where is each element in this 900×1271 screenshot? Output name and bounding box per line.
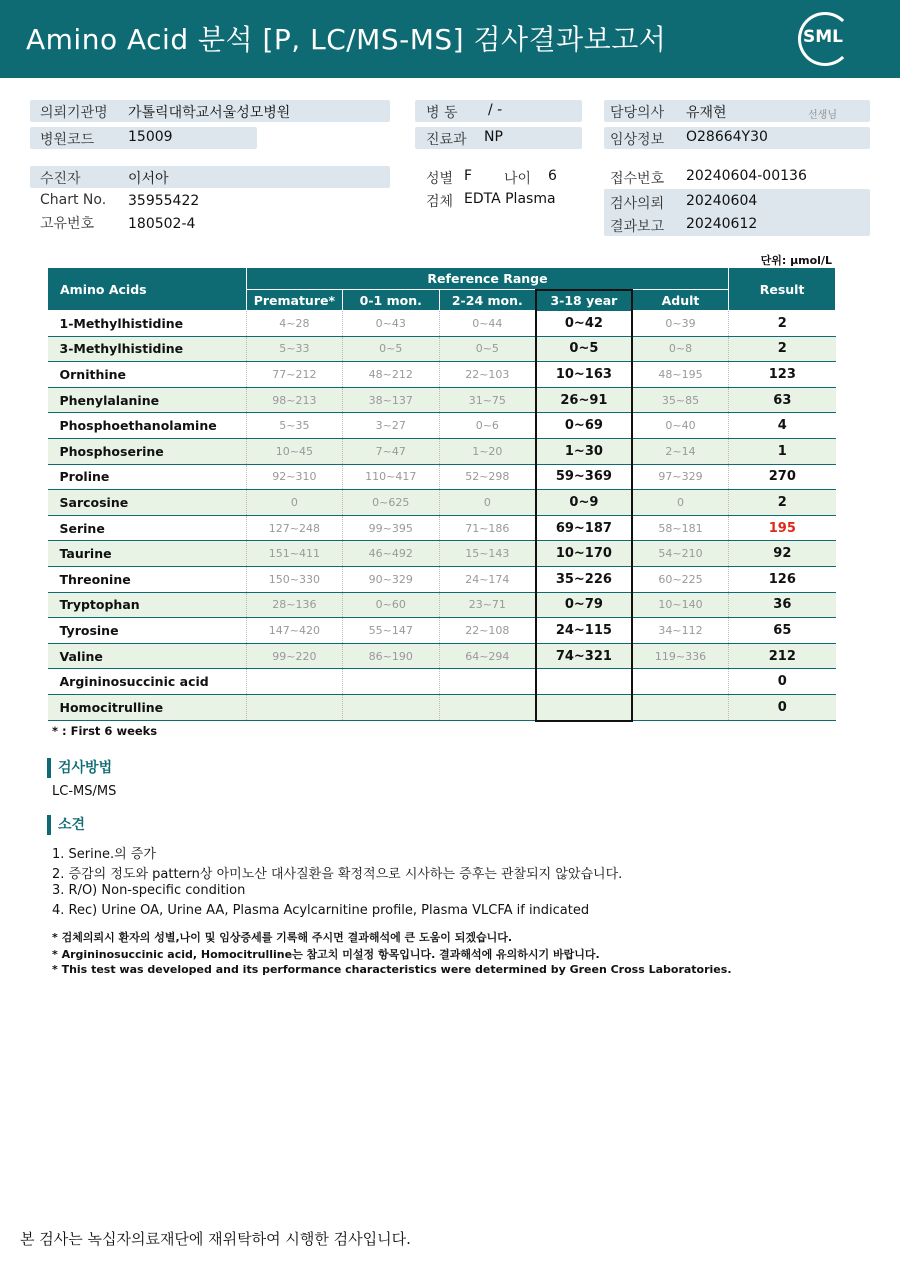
department-value: NP: [484, 129, 503, 145]
reference-range-cell: 54~210: [632, 541, 729, 567]
reference-range-cell: 0~39: [632, 311, 729, 337]
reference-range-cell: 23~71: [439, 592, 536, 618]
reference-range-cell: 97~329: [632, 464, 729, 490]
table-row: [48, 311, 836, 337]
result-cell: 92: [729, 541, 836, 567]
reference-range-cell: 60~225: [632, 566, 729, 592]
reference-range-cell: 3~27: [342, 413, 439, 439]
amino-acid-name: Phosphoethanolamine: [48, 413, 247, 439]
table-footnote: * : First 6 weeks: [52, 724, 158, 738]
table-row: [48, 413, 836, 439]
reference-range-cell: 0~40: [632, 413, 729, 439]
amino-acid-name: Taurine: [48, 541, 247, 567]
patient-value: 이서아: [128, 171, 169, 187]
unique-id-label: 고유번호: [40, 216, 95, 232]
col-3-18-year: 3-18 year: [536, 290, 632, 311]
table-row: [48, 618, 836, 644]
reference-range-cell: 5~35: [246, 413, 342, 439]
department-label: 진료과: [426, 132, 467, 148]
reference-range-cell: 0~5: [439, 336, 536, 362]
reference-range-cell: [439, 669, 536, 695]
reference-range-cell: [439, 694, 536, 720]
reference-range-cell: [342, 694, 439, 720]
reference-range-cell: 71~186: [439, 515, 536, 541]
reference-range-cell: 0: [632, 490, 729, 516]
reference-range-cell: 151~411: [246, 541, 342, 567]
amino-acid-name: Proline: [48, 464, 247, 490]
note-line: * Argininosuccinic acid, Homocitrulline는 참고치 미설정 항목입니다. 결과해석에 유의하시기 바랍니다.: [52, 948, 600, 961]
col-adult: Adult: [632, 290, 729, 311]
reference-range-cell: [246, 694, 342, 720]
sex-label: 성별: [426, 171, 454, 187]
col-premature: Premature*: [246, 290, 342, 311]
reference-range-cell: 98~213: [246, 387, 342, 413]
report-date-label: 결과보고: [610, 219, 665, 235]
finding-line: 4. Rec) Urine OA, Urine AA, Plasma Acylcarnitine profile, Plasma VLCFA if indicated: [52, 903, 590, 918]
age-value: 6: [548, 168, 557, 184]
amino-acid-table: [47, 267, 836, 722]
findings-title: 소견: [47, 815, 85, 835]
reference-range-cell: 0~43: [342, 311, 439, 337]
table-row: [48, 541, 836, 567]
reference-range-cell: 90~329: [342, 566, 439, 592]
reference-range-cell: 0~6: [439, 413, 536, 439]
table-row: [48, 438, 836, 464]
reference-range-cell: 1~20: [439, 438, 536, 464]
note-line: * 검체의뢰시 환자의 성별,나이 및 임상증세를 기록해 주시면 결과해석에 큰 도움이 되겠습니다.: [52, 931, 513, 944]
table-row: [48, 336, 836, 362]
result-cell: 0: [729, 669, 836, 695]
reference-range-cell: 59~369: [536, 464, 632, 490]
reference-range-cell: 15~143: [439, 541, 536, 567]
reference-range-cell: 48~195: [632, 362, 729, 388]
table-row: [48, 694, 836, 720]
result-cell: 4: [729, 413, 836, 439]
reference-range-cell: 7~47: [342, 438, 439, 464]
reference-range-cell: 86~190: [342, 643, 439, 669]
sex-value: F: [464, 168, 473, 184]
method-title: 검사방법: [47, 758, 112, 778]
doctor-value: 유재현: [686, 105, 727, 121]
result-cell: 123: [729, 362, 836, 388]
reference-range-cell: 74~321: [536, 643, 632, 669]
reference-range-cell: 5~33: [246, 336, 342, 362]
request-date-value: 20240604: [686, 193, 758, 209]
result-cell: 63: [729, 387, 836, 413]
report-header: [0, 0, 900, 78]
reference-range-cell: 0~42: [536, 311, 632, 337]
result-cell: 2: [729, 336, 836, 362]
reference-range-cell: 77~212: [246, 362, 342, 388]
reference-range-cell: 26~91: [536, 387, 632, 413]
reference-range-cell: 55~147: [342, 618, 439, 644]
reference-range-cell: [632, 694, 729, 720]
reference-range-cell: [246, 669, 342, 695]
specimen-value: EDTA Plasma: [464, 191, 556, 207]
reference-range-cell: 46~492: [342, 541, 439, 567]
reference-range-cell: [342, 669, 439, 695]
clinical-info-label: 임상정보: [610, 132, 665, 148]
table-row: [48, 387, 836, 413]
amino-acid-name: Homocitrulline: [48, 694, 247, 720]
reference-range-cell: 38~137: [342, 387, 439, 413]
hospital-code-value: 15009: [128, 129, 173, 145]
reception-label: 접수번호: [610, 171, 665, 187]
outsourcing-statement: 본 검사는 녹십자의료재단에 재위탁하여 시행한 검사입니다.: [20, 1230, 411, 1248]
method-text: LC-MS/MS: [52, 784, 117, 799]
reception-value: 20240604-00136: [686, 168, 807, 184]
result-cell: 195: [729, 515, 836, 541]
doctor-suffix: 선생님: [808, 110, 837, 121]
amino-acid-name: Tyrosine: [48, 618, 247, 644]
reference-range-cell: 147~420: [246, 618, 342, 644]
amino-acid-name: Sarcosine: [48, 490, 247, 516]
table-row: [48, 362, 836, 388]
institution-value: 가톨릭대학교서울성모병원: [128, 105, 291, 121]
amino-acid-name: Ornithine: [48, 362, 247, 388]
reference-range-cell: 10~140: [632, 592, 729, 618]
result-cell: 2: [729, 311, 836, 337]
reference-range-cell: 0: [439, 490, 536, 516]
amino-acid-name: Phenylalanine: [48, 387, 247, 413]
reference-range-cell: 150~330: [246, 566, 342, 592]
col-reference-range: Reference Range: [246, 268, 728, 290]
result-cell: 0: [729, 694, 836, 720]
reference-range-cell: 35~226: [536, 566, 632, 592]
reference-range-cell: 99~395: [342, 515, 439, 541]
finding-line: 1. Serine.의 증가: [52, 847, 156, 862]
ward-value: / -: [488, 102, 503, 118]
reference-range-cell: 0~9: [536, 490, 632, 516]
sml-logo: [798, 12, 852, 64]
table-row: [48, 592, 836, 618]
reference-range-cell: 48~212: [342, 362, 439, 388]
col-amino-acids: Amino Acids: [48, 268, 247, 311]
col-2-24-mon: 2-24 mon.: [439, 290, 536, 311]
reference-range-cell: 58~181: [632, 515, 729, 541]
finding-line: 3. R/O) Non-specific condition: [52, 883, 246, 898]
col-result: Result: [729, 268, 836, 311]
reference-range-cell: 34~112: [632, 618, 729, 644]
reference-range-cell: 2~14: [632, 438, 729, 464]
reference-range-cell: 10~163: [536, 362, 632, 388]
clinical-info-value: O28664Y30: [686, 129, 768, 145]
specimen-label: 검체: [426, 194, 454, 210]
amino-acid-name: Tryptophan: [48, 592, 247, 618]
patient-label: 수진자: [40, 171, 81, 187]
amino-acid-name: Threonine: [48, 566, 247, 592]
reference-range-cell: 0~69: [536, 413, 632, 439]
report-date-value: 20240612: [686, 216, 758, 232]
table-row: [48, 464, 836, 490]
reference-range-cell: 127~248: [246, 515, 342, 541]
reference-range-cell: 0~44: [439, 311, 536, 337]
reference-range-cell: [536, 669, 632, 695]
result-cell: 1: [729, 438, 836, 464]
institution-label: 의뢰기관명: [40, 105, 108, 121]
hospital-code-label: 병원코드: [40, 132, 95, 148]
chart-no-value: 35955422: [128, 193, 200, 209]
reference-range-cell: 35~85: [632, 387, 729, 413]
reference-range-cell: 10~45: [246, 438, 342, 464]
amino-acid-rows: [48, 311, 836, 721]
reference-range-cell: [632, 669, 729, 695]
info-bar: [30, 166, 390, 188]
result-cell: 65: [729, 618, 836, 644]
age-label: 나이: [504, 171, 532, 187]
table-row: [48, 490, 836, 516]
table-row: [48, 643, 836, 669]
reference-range-cell: 10~170: [536, 541, 632, 567]
unique-id-value: 180502-4: [128, 216, 196, 232]
reference-range-cell: 0~60: [342, 592, 439, 618]
note-line: * This test was developed and its performance characteristics were determined by Green Cross Laboratories.: [52, 963, 732, 976]
table-row: [48, 669, 836, 695]
finding-line: 2. 증감의 정도와 pattern상 아미노산 대사질환을 확정적으로 시사하는 증후는 관찰되지 않았습니다.: [52, 867, 623, 882]
reference-range-cell: 64~294: [439, 643, 536, 669]
logo-text: SML: [803, 27, 843, 47]
reference-range-cell: 0: [246, 490, 342, 516]
reference-range-cell: 110~417: [342, 464, 439, 490]
result-cell: 2: [729, 490, 836, 516]
reference-range-cell: 119~336: [632, 643, 729, 669]
reference-range-cell: 0~625: [342, 490, 439, 516]
reference-range-cell: [536, 694, 632, 720]
reference-range-cell: 92~310: [246, 464, 342, 490]
result-cell: 126: [729, 566, 836, 592]
report-title: Amino Acid 분석 [P, LC/MS-MS] 검사결과보고서: [26, 23, 667, 56]
amino-acid-name: Phosphoserine: [48, 438, 247, 464]
col-0-1-mon: 0-1 mon.: [342, 290, 439, 311]
reference-range-cell: 0~5: [536, 336, 632, 362]
reference-range-cell: 1~30: [536, 438, 632, 464]
reference-range-cell: 52~298: [439, 464, 536, 490]
reference-range-cell: 24~115: [536, 618, 632, 644]
table-row: [48, 515, 836, 541]
result-cell: 36: [729, 592, 836, 618]
result-cell: 212: [729, 643, 836, 669]
amino-acid-name: 3-Methylhistidine: [48, 336, 247, 362]
amino-acid-name: Argininosuccinic acid: [48, 669, 247, 695]
result-cell: 270: [729, 464, 836, 490]
reference-range-cell: 0~8: [632, 336, 729, 362]
unit-label: 단위: μmol/L: [760, 254, 832, 267]
reference-range-cell: 0~79: [536, 592, 632, 618]
table-row: [48, 566, 836, 592]
ward-label: 병 동: [426, 105, 458, 121]
reference-range-cell: 22~108: [439, 618, 536, 644]
amino-acid-name: Valine: [48, 643, 247, 669]
reference-range-cell: 31~75: [439, 387, 536, 413]
reference-range-cell: 0~5: [342, 336, 439, 362]
reference-range-cell: 24~174: [439, 566, 536, 592]
doctor-label: 담당의사: [610, 105, 665, 121]
reference-range-cell: 4~28: [246, 311, 342, 337]
amino-acid-name: Serine: [48, 515, 247, 541]
chart-no-label: Chart No.: [40, 192, 107, 208]
reference-range-cell: 69~187: [536, 515, 632, 541]
reference-range-cell: 99~220: [246, 643, 342, 669]
amino-acid-name: 1-Methylhistidine: [48, 311, 247, 337]
reference-range-cell: 28~136: [246, 592, 342, 618]
reference-range-cell: 22~103: [439, 362, 536, 388]
request-date-label: 검사의뢰: [610, 196, 665, 212]
